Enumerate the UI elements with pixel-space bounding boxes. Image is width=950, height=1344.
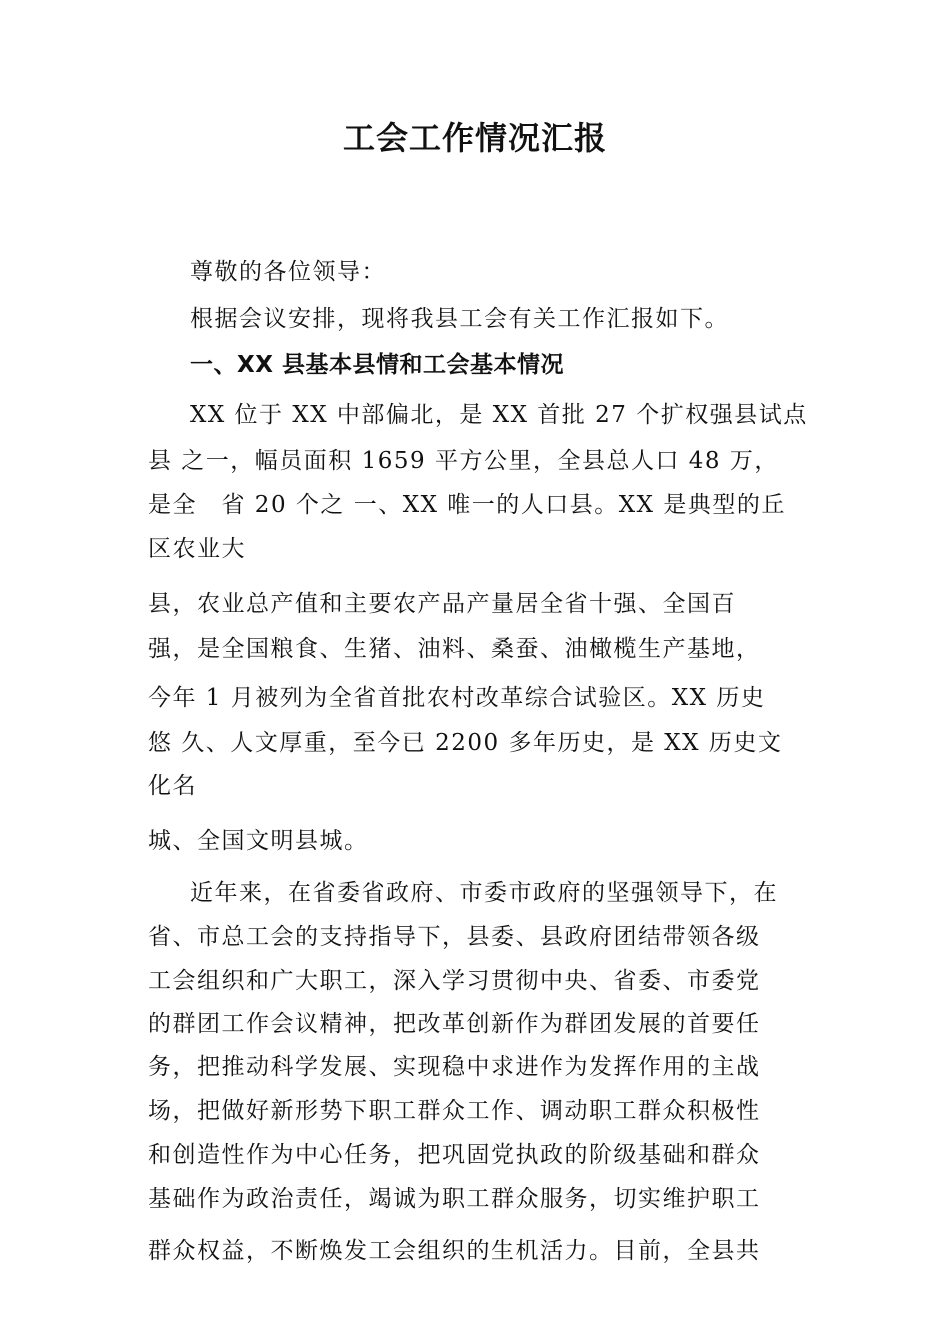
- paragraph-line: 区农业大: [148, 536, 246, 562]
- paragraph-line: 县 之一，幅员面积 1659 平方公里，全县总人口 48 万，: [148, 448, 779, 474]
- salutation: 尊敬的各位领导：: [190, 259, 386, 285]
- intro-line: 根据会议安排，现将我县工会有关工作汇报如下。: [190, 306, 729, 332]
- paragraph-line: 悠 久、人文厚重，至今已 2200 多年历史，是 XX 历史文: [148, 730, 783, 756]
- paragraph-line: 群众权益，不断焕发工会组织的生机活力。目前，全县共: [148, 1238, 761, 1264]
- paragraph-line: 省、市总工会的支持指导下，县委、县政府团结带领各级: [148, 924, 761, 950]
- paragraph-line: 基础作为政治责任，竭诚为职工群众服务，切实维护职工: [148, 1186, 761, 1212]
- paragraph-line: 今年 1 月被列为全省首批农村改革综合试验区。XX 历史: [148, 685, 766, 711]
- section-heading: 一、XX 县基本县情和工会基本情况: [190, 352, 564, 378]
- paragraph-line: 化名: [148, 773, 197, 799]
- paragraph-line: 近年来，在省委省政府、市委市政府的坚强领导下，在: [190, 880, 778, 906]
- paragraph-line: 是全 省 20 个之 一、XX 唯一的人口县。XX 是典型的丘: [148, 492, 786, 518]
- document-title: 工会工作情况汇报: [342, 119, 607, 157]
- paragraph-line: XX 位于 XX 中部偏北，是 XX 首批 27 个扩权强县试点: [190, 402, 808, 428]
- paragraph-line: 城、全国文明县城。: [148, 828, 369, 854]
- paragraph-line: 工会组织和广大职工，深入学习贯彻中央、省委、市委党: [148, 968, 761, 994]
- paragraph-line: 强，是全国粮食、生猪、油料、桑蚕、油橄榄生产基地，: [148, 636, 761, 662]
- paragraph-line: 的群团工作会议精神，把改革创新作为群团发展的首要任: [148, 1011, 761, 1037]
- paragraph-line: 场，把做好新形势下职工群众工作、调动职工群众积极性: [148, 1098, 761, 1124]
- paragraph-line: 和创造性作为中心任务，把巩固党执政的阶级基础和群众: [148, 1142, 761, 1168]
- paragraph-line: 务，把推动科学发展、实现稳中求进作为发挥作用的主战: [148, 1054, 761, 1080]
- paragraph-line: 县，农业总产值和主要农产品产量居全省十强、全国百: [148, 591, 736, 617]
